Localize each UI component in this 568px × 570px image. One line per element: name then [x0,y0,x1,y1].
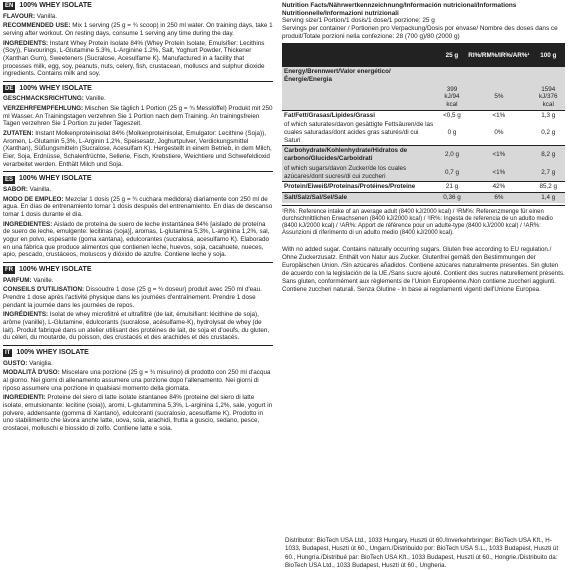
section-line [3,22,273,37]
nutrition-row [282,85,565,111]
nutrient-label: Carbohydrate/Kohlenhydrate/Hidratos de carbono/Glucides/Carboidrati [282,146,438,164]
line-label: MODO DE EMPLEO: [3,195,64,203]
section-line [3,40,273,78]
section-header [3,349,273,358]
language-flag: DE [5,86,14,93]
line-label: INGRÉDIENTS: [3,311,49,319]
line-label: GUSTO: [3,359,28,367]
value-per-25g: 2,0 g [438,146,467,164]
nutrient-label: Protein/Eiweiß/Proteínas/Protéines/Proteine [282,182,438,193]
line-text: Dissoudre 1 dose (25 g = ¾ doseur) produit avec 250 ml d'eau. Prendre 1 dose après l'activité physique dans les journées d'entraînement. Prendre 1 dose pendant la journée dans les journées de repos. [3,286,262,309]
nutrient-label: Energy/Brennwert/Valor energético/Énergie/Energia [282,67,438,84]
divider [3,171,273,172]
line-text: Instant Molkenproteinisolat 84% (Molkenproteinisolat, Emulgator: Lecithine (Soja)), Aromen, L-Glutamin 5,3%, L-Arginin 1,2%, Speisesalz, Joghurtpulver, Verdickungsmittel (Xanthan), Süßungsmitteln (Sucralose, Acesulfam K). Hergestellt in einem Betrieb, in dem Milch, Eier, Soja, Erdnüsse, Schalenfrüchte, Sellerie, Fisch, Krebstiere, Weichtiere und Schwefeldioxid verarbeitet werden. Enthält Milch und Soja. [3,130,272,168]
right-column [282,2,565,294]
section-line [3,186,273,194]
section-line [3,277,273,285]
servings-per-container: Servings per container / Portionen pro Verpackung/Dosis por envase/ Nombre des doses dans ce produit/Totale porzioni nella confezione: 28 (700 g)/80 (2000 g) [282,25,558,40]
language-flag: FR [5,267,13,274]
line-text: Vanille. [83,95,106,103]
value-per-100g: 1,4 g [532,192,565,202]
section-de [3,81,273,169]
section-line [3,196,273,219]
section-line [3,369,273,392]
value-per-100g: 85,2 g [532,182,565,193]
nutrition-header [282,2,565,40]
line-label: ZUTATEN: [3,130,34,138]
language-flag: IT [5,350,11,357]
value-ri: 6% [466,192,531,202]
value-per-25g: 21 g [438,182,467,193]
line-label: RECOMMENDED USE: [3,22,71,30]
section-line [3,130,273,168]
sugar-gluten-statement: With no added sugar. Contains naturally occurring sugars. Gluten free according to EU regulation./ Ohne Zuckerzusatz. Enthält von Natur aus Zucker. Glutenfrei gemäß den Bestimmungen der Europäischen Union. /Sin azúcares añadidos. Contiene azúcares naturalmente presentes. Sin gluten de acuerdo con la legislación de la UE./Sans sucre ajouté. Contient des sucres naturellement présents. Sans gluten, conformément aux règlements de l'Union Européenne./Non contiene zuccheri aggiunti. Contiene zuccheri naturali. Senza Glutine - In base ai regolamenti vigenti dell'Unione Europea. [282,245,565,294]
nutrition-row [282,146,565,164]
nutrient-label: of which sugars/davon Zucker/de los cuales azúcares/dont sucres/di cui zuccheri [282,164,438,182]
value-per-100g [532,67,565,84]
nutrient-label: Fat/Fett/Grasas/Lipides/Grassi [282,110,438,120]
line-label: INGREDIENTES: [3,220,53,228]
nutrition-row [282,182,565,193]
section-line [3,105,273,128]
value-ri [466,67,531,84]
distributor-info: Distributor: BioTech USA Ltd., 1033 Hungary, Huszti út 60./Inverkehrbringer: BioTech USA Kft., H-1033, Budapest, Huszti út 60., Ungarn./Distribuido por: BioTech USA S.L., 1033 Budapest, Huszti út 60., Hungría./Distribué par: BioTech USA Kft., 1033 Budapest, Huszti út 60., Hongrie./Distribuito da: BioTech USA Ltd., 1033 Budapest, Huszti út 60., Ungheria. [285,537,559,570]
nutrition-table-header [282,43,565,67]
left-column [3,2,273,436]
section-header [3,2,273,11]
language-flag: EN [5,3,14,10]
line-text: Vanille. [31,276,54,284]
line-text: Instant Whey Protein Isolate 84% (Whey Protein Isolate, Emulsifier: Lecithins (Soy)), Flavourings, L-Glutamine 5.3%, L-Arginine 1.2%, Salt, Yoghurt Powder, Thickener (Xanthan Gum), Sweeteners (Sucralose, Acesulfame K). Manufactured in a facility that processes milk, egg, soy, peanuts, nuts, celery, fish, crustacean, molluscs and sulphur dioxide ingredients. Contains milk and soy. [3,39,265,78]
header-col-100g: 100 g [532,43,565,67]
section-header [3,175,273,184]
line-label: SABOR: [3,186,28,194]
section-line [3,394,273,432]
section-line [3,360,273,368]
line-text: Vanilla. [35,12,57,20]
value-per-25g: 0 g [447,129,457,137]
line-label: INGREDIENTI: [3,394,46,402]
value-per-25g [438,67,467,84]
section-line [3,221,273,259]
line-text: Mix 1 serving (25 g = ¾ scoop) in 250 ml water. On training days, take 1 serving after workout. On resting days, consume 1 serving any time during the day. [3,22,273,37]
value-per-100g: 1594 kJ/376 kcal [532,85,565,111]
line-label: PARFUM: [3,276,32,284]
value-per-25g: 0,7 g [438,164,467,182]
line-label: GESCHMACKSRICHTUNG: [3,95,84,103]
value-ri: 0% [494,129,504,137]
section-line [3,286,273,309]
line-label: FLAVOUR: [3,12,36,20]
serving-size: Serving size/1 Portion/1 dosis/1 dose/1 porzione: 25 g [282,17,435,25]
nutrition-row [282,164,565,182]
section-en [3,2,273,78]
header-blank [282,43,438,67]
section-header [3,85,273,94]
section-line [3,13,273,21]
section-es [3,171,273,259]
section-title: 100% WHEY ISOLATE [19,84,92,92]
value-per-100g: 1,3 g [532,110,565,120]
section-header [3,266,273,275]
nutrition-row [282,67,565,84]
section-line [3,311,273,342]
line-text: Proteine del siero di latte isolate istantanee 84% (proteine del siero di latte isolate, emulsionante: lecitine (soia)), aromi, L-glutammina 5,3%, L-arginina 1,2%, sale, yogurt in polvere, addensante (gomma di Xantano), edulcoranti (sucralosio, acesulfame K). Prodotto in uno stabilimento che lavora anche latte, uova, soia, arachidi, frutta a guscio, sedano, pesce, crostacei, molluschi e biossido di zolfo. Contiene latte e soia. [3,394,273,432]
section-title: 100% WHEY ISOLATE [19,266,92,274]
nutrient-label: of which saturates/davon gesättigte Fettsäuren/de las cuales saturadas/dont acides gras saturés/di cui Saturi [284,121,434,144]
header-col-ri: RI%/RM%/IR%/AR%¹ [466,43,531,67]
line-text: Mischen Sie täglich 1 Portion (25 g = ¾ Messlöffel) Produkt mit 250 ml Wasser. An Trainingstagen verzehren Sie 1 Portion nach dem Training. An trainingsfreien Tagen verzehren Sie 1 Portion zu jeder Tageszeit. [3,105,273,128]
value-per-100g: 2,7 g [532,164,565,182]
divider [3,81,273,82]
line-text: Vaniglia. [27,359,53,367]
value-per-100g: 0,2 g [541,129,556,137]
nutrition-footnote: ¹RI%: Reference intake of an average adult (8400 kJ/2000 kcal) / ¹RM%: Referenzmenge für einen durchschnittlichen Erwachsenen (8400 kJ/2000 kcal) / ¹IR%: Ingesta de referencia de un adulto medio (8400 kJ/2000 kcal) / ¹AR%: Apport de référence pour un adulte-type (8400 kJ/2000 kcal) / ¹AR%: Assunzioni di riferimento di un adulto medio (8400 kJ/2000 kcal). [282,208,553,237]
line-label: CONSEILS D'UTILISATION: [3,286,85,294]
line-label: VERZEHRFEMPFEHLUNG: [3,105,84,113]
value-per-100g: 8,2 g [532,146,565,164]
nutrition-title: Nutrition Facts/Nährwertkennzeichnung/Información nutricional/Informations Nutritionnelle/Informazioni nutrizionali [282,2,517,17]
value-per-25g: 0,36 g [438,192,467,202]
value-per-25g: 399 kJ/94 kcal [438,85,467,111]
section-line [3,95,273,103]
section-fr [3,262,273,342]
nutrition-table [282,43,565,202]
section-title: 100% WHEY ISOLATE [19,2,92,9]
line-text: Mezclar 1 dosis (25 g = ¾ cuchara medidora) diariamente con 250 ml de agua. En días de entrenamiento tomar 1 dosis después del entrenamiento. En días de descanso tomar 1 dosis durante el día. [3,195,273,219]
line-label: MODALITÀ D'USO: [3,369,60,377]
value-ri: <1% [466,110,531,120]
language-flag: ES [5,176,14,183]
value-ri: <1% [466,146,531,164]
header-col-25g: 25 g [438,43,467,67]
section-title: 100% WHEY ISOLATE [19,175,92,183]
line-text: Miscelare una porzione (25 g = ¾ misurino) di prodotto con 250 ml d'acqua al giorno. Nei giorni di allenamento assumere una porzione dopo l'allenamento. Nei giorni di riposo assumere una porzione in qualsiasi momento della giornata. [3,369,271,392]
divider [3,345,273,346]
section-it [3,345,273,433]
value-ri: 42% [466,182,531,193]
value-per-25g: <0,5 g [438,110,467,120]
nutrition-row [282,110,565,120]
line-text: Isolat de whey microfiltré et ultrafiltré (de lait, émulsifiant: lécithine de soja), arôme (vanille), L-Glutamine, édulcorants (sucralose, acésulfame-K), hydrolysat de whey (de lait). Produit fabriqué dans un atelier utilisant des protéines de lait, de soja et d'oeufs, du gluten, du céleri, du moutarde, du poisson, des crustacés et des arachides et des crustacés. [3,311,270,342]
nutrition-row [282,192,565,202]
divider [3,262,273,263]
line-label: INGREDIENTS: [3,39,49,47]
line-text: Vainilla. [27,186,52,194]
line-text: Aislado de proteína de suero de leche instantánea 84% [aislado de proteína de suero de leche, emulgente: lecitinas (soja)], aromas, L-glutamina 5,3%, L-arginina 1,2%, sal, yogur en polvo, espesante (goma xantana), edulcorantes (sucralosa, acesulfamo K). Elaborado en una fábrica que produce alimentos que contienen leche, huevos, soja, cacahuete, nueces, apio, pescado, crustáceos, moluscos y dióxido de azufre. Contiene leche y soja. [3,220,270,259]
section-title: 100% WHEY ISOLATE [16,348,89,356]
nutrient-label: Salt/Salz/Sal/Sel/Sale [282,192,438,202]
value-ri: <1% [466,164,531,182]
nutrient-label [282,85,438,111]
value-ri: 5% [466,85,531,111]
nutrition-row [282,120,565,146]
